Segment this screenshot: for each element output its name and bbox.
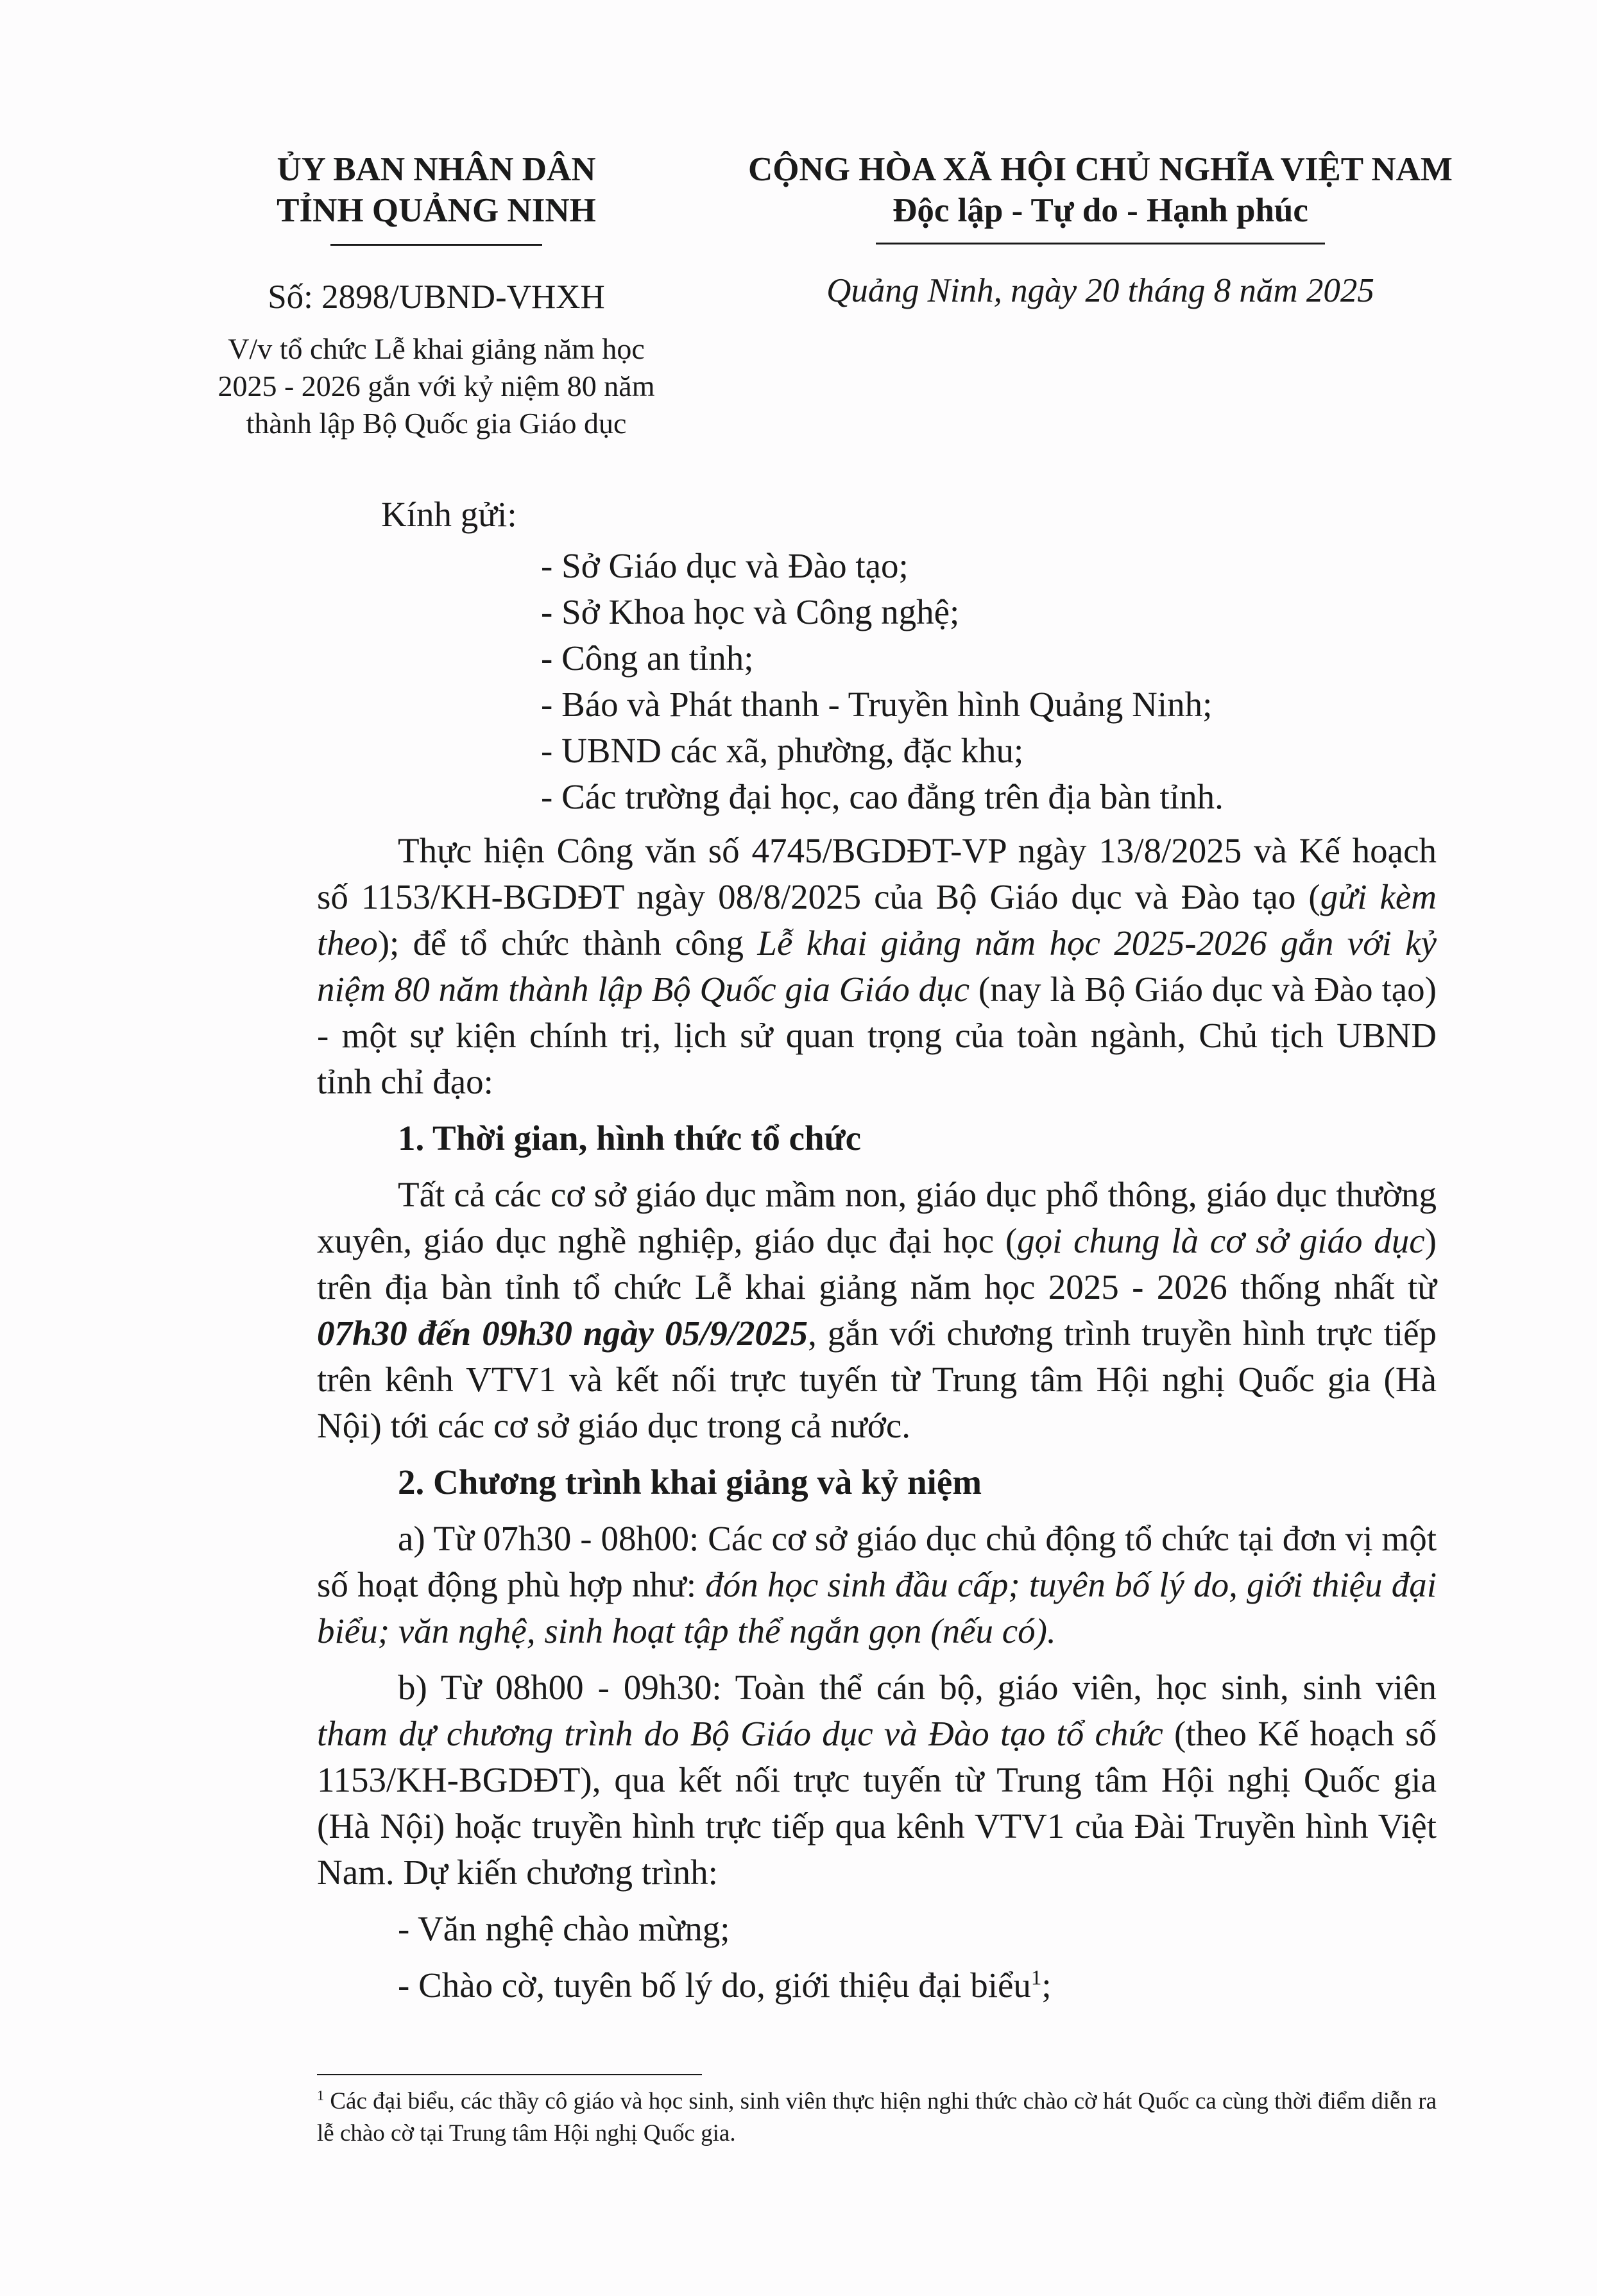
document-number: Số: 2898/UBND-VHXH xyxy=(268,278,605,316)
section-2-heading xyxy=(317,1459,1437,1505)
paragraph-italic: gọi chung là cơ sở giáo dục xyxy=(1017,1221,1425,1260)
recipient-item: - Công an tỉnh; xyxy=(541,638,754,678)
paragraph-italic: đón học sinh đầu cấp; tuyên bố lý do, giới thiệu đại biểu; văn nghệ, sinh hoạt tập thể ngắn gọn (nếu có). xyxy=(317,1565,1437,1650)
event-name: Lễ khai giảng năm học 2025-2026 gắn với kỷ niệm 80 năm thành lập Bộ Quốc gia Giáo dục xyxy=(317,923,1437,1009)
program-item xyxy=(317,1906,1437,1952)
section-2a-paragraph xyxy=(317,1516,1437,1654)
section-2b-paragraph xyxy=(317,1665,1437,1896)
program-item xyxy=(317,1962,1437,2009)
agency-underline xyxy=(330,244,542,246)
nation-title: CỘNG HÒA XÃ HỘI CHỦ NGHĨA VIỆT NAM xyxy=(748,151,1453,188)
motto-underline xyxy=(876,243,1325,244)
intro-text: (nay là Bộ Giáo dục và Đào tạo) - một sự kiện chính trị, lịch sử quan trọng của toàn ngành, Chủ tịch UBND tỉnh chỉ đạo: xyxy=(317,970,1437,1101)
recipient-item: - UBND các xã, phường, đặc khu; xyxy=(541,731,1024,770)
paragraph-text: Tất cả các cơ sở giáo dục mầm non, giáo dục phổ thông, giáo dục thường xuyên, giáo dục nghề nghiệp, giáo dục đại học ( xyxy=(317,1175,1437,1260)
footnote-number: 1 xyxy=(317,2087,325,2103)
footnote-ref[interactable]: 1 xyxy=(1030,1966,1042,1990)
program-item-text: ; xyxy=(1041,1966,1052,2005)
national-header-block xyxy=(725,149,1476,310)
recipient-item: - Sở Khoa học và Công nghệ; xyxy=(541,592,960,631)
paragraph-text: (theo Kế hoạch số 1153/KH-BGDĐT), qua kết nối trực tuyến từ Trung tâm Hội nghị Quốc gia (Hà Nội) hoặc truyền hình trực tiếp qua kênh VTV1 của Đài Truyền hình Việt Nam. Dự kiến chương trình: xyxy=(317,1714,1437,1892)
place-and-date: Quảng Ninh, ngày 20 tháng 8 năm 2025 xyxy=(826,272,1374,309)
paragraph-text: , gắn với chương trình truyền hình trực tiếp trên kênh VTV1 và kết nối trực tuyến từ Trung tâm Hội nghị Quốc gia (Hà Nội) tới các cơ sở giáo dục trong cả nước. xyxy=(317,1314,1437,1445)
national-motto: Độc lập - Tự do - Hạnh phúc xyxy=(892,192,1308,229)
heading-text: 1. Thời gian, hình thức tổ chức xyxy=(398,1118,861,1158)
footnote-separator xyxy=(317,2074,702,2075)
program-item-text: - Văn nghệ chào mừng; xyxy=(398,1909,730,1948)
intro-paragraph xyxy=(317,828,1437,1105)
document-body xyxy=(317,828,1437,2019)
paragraph-text: a) Từ 07h30 - 08h00: Các cơ sở giáo dục chủ động tổ chức tại đơn vị một số hoạt động phù hợp như: xyxy=(317,1519,1437,1604)
agency-name-line1: ỦY BAN NHÂN DÂN xyxy=(277,151,596,188)
section-1-paragraph xyxy=(317,1172,1437,1449)
intro-text: Thực hiện Công văn số 4745/BGDĐT-VP ngày 13/8/2025 và Kế hoạch số 1153/KH-BGDĐT ngày 08/8/2025 của Bộ Giáo dục và Đào tạo ( xyxy=(317,831,1437,916)
paragraph-text: ) trên địa bàn tỉnh tổ chức Lễ khai giảng năm học 2025 - 2026 thống nhất từ xyxy=(317,1221,1437,1306)
subject-line: V/v tổ chức Lễ khai giảng năm học xyxy=(228,332,645,365)
document-subject xyxy=(212,330,661,442)
footnote xyxy=(317,2086,1437,2150)
recipient-item: - Các trường đại học, cao đẳng trên địa bàn tỉnh. xyxy=(541,777,1224,816)
intro-text: ); để tổ chức thành công xyxy=(377,923,758,963)
agency-name-line2: TỈNH QUẢNG NINH xyxy=(277,192,596,229)
footnote-text: Các đại biểu, các thầy cô giáo và học sinh, sinh viên thực hiện nghi thức chào cờ hát Quốc ca cùng thời điểm diễn ra lễ chào cờ tại Trung tâm Hội nghị Quốc gia. xyxy=(317,2088,1437,2146)
paragraph-italic: tham dự chương trình do Bộ Giáo dục và Đào tạo tổ chức xyxy=(317,1714,1163,1753)
issuing-agency-block xyxy=(212,149,661,442)
section-1-heading xyxy=(317,1115,1437,1161)
subject-line: 2025 - 2026 gắn với kỷ niệm 80 năm xyxy=(218,370,655,402)
subject-line: thành lập Bộ Quốc gia Giáo dục xyxy=(246,407,627,440)
heading-text: 2. Chương trình khai giảng và kỷ niệm xyxy=(398,1462,982,1502)
recipient-item: - Báo và Phát thanh - Truyền hình Quảng Ninh; xyxy=(541,685,1213,724)
event-time: 07h30 đến 09h30 ngày 05/9/2025 xyxy=(317,1314,808,1353)
recipients-label: Kính gửi: xyxy=(381,495,517,534)
intro-italic: gửi kèm theo xyxy=(317,877,1437,963)
paragraph-text: b) Từ 08h00 - 09h30: Toàn thể cán bộ, giáo viên, học sinh, sinh viên xyxy=(398,1668,1437,1707)
recipients-list xyxy=(541,543,1224,820)
program-item-text: - Chào cờ, tuyên bố lý do, giới thiệu đại biểu xyxy=(398,1966,1031,2005)
recipient-item: - Sở Giáo dục và Đào tạo; xyxy=(541,546,909,585)
